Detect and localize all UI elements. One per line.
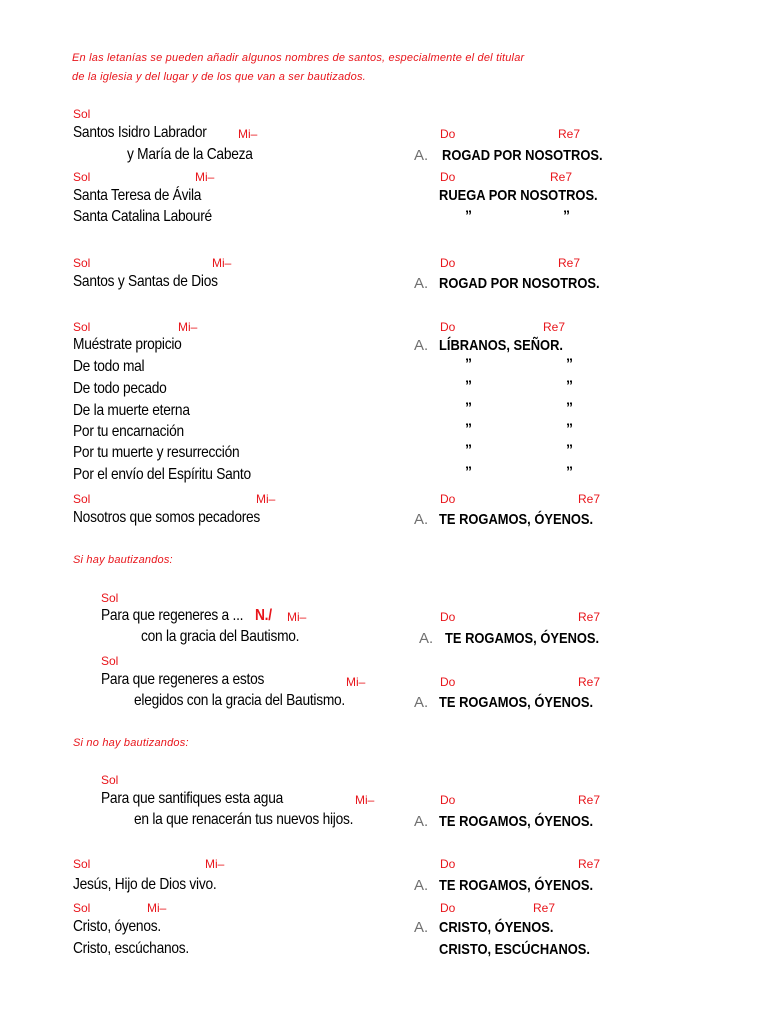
response-marker: A. bbox=[419, 630, 434, 647]
chord-sol: Sol bbox=[73, 901, 91, 915]
chord-re7: Re7 bbox=[578, 793, 601, 807]
response-marker: A. bbox=[414, 337, 429, 354]
response: ROGAD POR NOSOTROS. bbox=[442, 147, 603, 164]
response: CRISTO, ÓYENOS. bbox=[439, 919, 554, 936]
response-marker: A. bbox=[414, 147, 429, 164]
chord-sol: Sol bbox=[73, 256, 91, 270]
verse-line: Santa Teresa de Ávila bbox=[73, 187, 202, 204]
chord-do: Do bbox=[440, 675, 456, 689]
chord-sol: Sol bbox=[73, 170, 91, 184]
verse-line: Por tu muerte y resurrección bbox=[73, 444, 240, 461]
response: RUEGA POR NOSOTROS. bbox=[439, 187, 598, 204]
chord-mi: Mi– bbox=[195, 170, 215, 184]
response: CRISTO, ESCÚCHANOS. bbox=[439, 941, 590, 958]
chord-sol: Sol bbox=[73, 107, 91, 121]
chord-re7: Re7 bbox=[578, 675, 601, 689]
chord-sol: Sol bbox=[73, 857, 91, 871]
verse-line: Jesús, Hijo de Dios vivo. bbox=[73, 876, 217, 893]
response: TE ROGAMOS, ÓYENOS. bbox=[439, 877, 594, 894]
verse-line: Santos Isidro Labrador bbox=[73, 124, 207, 141]
response: LÍBRANOS, SEÑOR. bbox=[439, 337, 564, 354]
chord-do: Do bbox=[440, 793, 456, 807]
ditto-mark: ” bbox=[465, 463, 472, 479]
chord-mi: Mi– bbox=[238, 127, 258, 141]
chord-do: Do bbox=[440, 320, 456, 334]
ditto-mark: ” bbox=[566, 399, 573, 415]
chord-mi: Mi– bbox=[355, 793, 375, 807]
chord-sol: Sol bbox=[101, 591, 119, 605]
ditto-mark: ” bbox=[566, 441, 573, 457]
chord-do: Do bbox=[440, 492, 456, 506]
chord-re7: Re7 bbox=[543, 320, 566, 334]
response-marker: A. bbox=[414, 694, 429, 711]
verse-line: Cristo, escúchanos. bbox=[73, 940, 189, 957]
response-marker: A. bbox=[414, 919, 429, 936]
chord-mi: Mi– bbox=[178, 320, 198, 334]
chord-sol: Sol bbox=[101, 773, 119, 787]
chord-mi: Mi– bbox=[346, 675, 366, 689]
response-marker: A. bbox=[414, 275, 429, 292]
ditto-mark: ” bbox=[465, 207, 472, 223]
response: TE ROGAMOS, ÓYENOS. bbox=[445, 630, 600, 647]
chord-re7: Re7 bbox=[558, 256, 581, 270]
chord-re7: Re7 bbox=[578, 492, 601, 506]
response-marker: A. bbox=[414, 877, 429, 894]
chord-do: Do bbox=[440, 857, 456, 871]
verse-line: Santa Catalina Labouré bbox=[73, 208, 212, 225]
response-marker: A. bbox=[414, 813, 429, 830]
section-note: Si no hay bautizandos: bbox=[73, 737, 189, 749]
chord-re7: Re7 bbox=[558, 127, 581, 141]
chord-re7: Re7 bbox=[578, 857, 601, 871]
chord-mi: Mi– bbox=[212, 256, 232, 270]
intro-line-1: En las letanías se pueden añadir algunos nombres de santos, especialmente el del titular bbox=[72, 52, 525, 64]
verse-line: en la que renacerán tus nuevos hijos. bbox=[134, 811, 354, 828]
ditto-mark: ” bbox=[465, 399, 472, 415]
response: ROGAD POR NOSOTROS. bbox=[439, 275, 600, 292]
intro-line-2: de la iglesia y del lugar y de los que van a ser bautizados. bbox=[72, 71, 366, 83]
ditto-mark: ” bbox=[566, 355, 573, 371]
verse-line: Para que regeneres a ... bbox=[101, 607, 244, 624]
name-marker: N./ bbox=[255, 607, 272, 624]
response: TE ROGAMOS, ÓYENOS. bbox=[439, 813, 594, 830]
chord-do: Do bbox=[440, 170, 456, 184]
ditto-mark: ” bbox=[465, 420, 472, 436]
verse-line: elegidos con la gracia del Bautismo. bbox=[134, 692, 346, 709]
verse-line: Santos y Santas de Dios bbox=[73, 273, 218, 290]
ditto-mark: ” bbox=[465, 355, 472, 371]
ditto-mark: ” bbox=[566, 463, 573, 479]
chord-mi: Mi– bbox=[256, 492, 276, 506]
verse-line: Cristo, óyenos. bbox=[73, 918, 161, 935]
verse-line: con la gracia del Bautismo. bbox=[141, 628, 300, 645]
chord-re7: Re7 bbox=[550, 170, 573, 184]
verse-line: y María de la Cabeza bbox=[127, 146, 253, 163]
section-note: Si hay bautizandos: bbox=[73, 554, 173, 566]
chord-sol: Sol bbox=[73, 320, 91, 334]
verse-line: Para que santifiques esta agua bbox=[101, 790, 283, 807]
chord-mi: Mi– bbox=[287, 610, 307, 624]
chord-do: Do bbox=[440, 610, 456, 624]
verse-line: De todo mal bbox=[73, 358, 145, 375]
chord-re7: Re7 bbox=[533, 901, 556, 915]
chord-do: Do bbox=[440, 127, 456, 141]
response-marker: A. bbox=[414, 511, 429, 528]
verse-line: Por el envío del Espíritu Santo bbox=[73, 466, 251, 483]
chord-do: Do bbox=[440, 901, 456, 915]
ditto-mark: ” bbox=[465, 441, 472, 457]
verse-line: Por tu encarnación bbox=[73, 423, 184, 440]
verse-line: Nosotros que somos pecadores bbox=[73, 509, 261, 526]
chord-do: Do bbox=[440, 256, 456, 270]
response: TE ROGAMOS, ÓYENOS. bbox=[439, 511, 594, 528]
chord-re7: Re7 bbox=[578, 610, 601, 624]
ditto-mark: ” bbox=[566, 420, 573, 436]
response: TE ROGAMOS, ÓYENOS. bbox=[439, 694, 594, 711]
chord-sol: Sol bbox=[73, 492, 91, 506]
chord-mi: Mi– bbox=[205, 857, 225, 871]
chord-sol: Sol bbox=[101, 654, 119, 668]
verse-line: De todo pecado bbox=[73, 380, 167, 397]
verse-line: De la muerte eterna bbox=[73, 402, 190, 419]
verse-line: Muéstrate propicio bbox=[73, 336, 182, 353]
chord-mi: Mi– bbox=[147, 901, 167, 915]
ditto-mark: ” bbox=[563, 207, 570, 223]
ditto-mark: ” bbox=[465, 377, 472, 393]
verse-line: Para que regeneres a estos bbox=[101, 671, 265, 688]
ditto-mark: ” bbox=[566, 377, 573, 393]
